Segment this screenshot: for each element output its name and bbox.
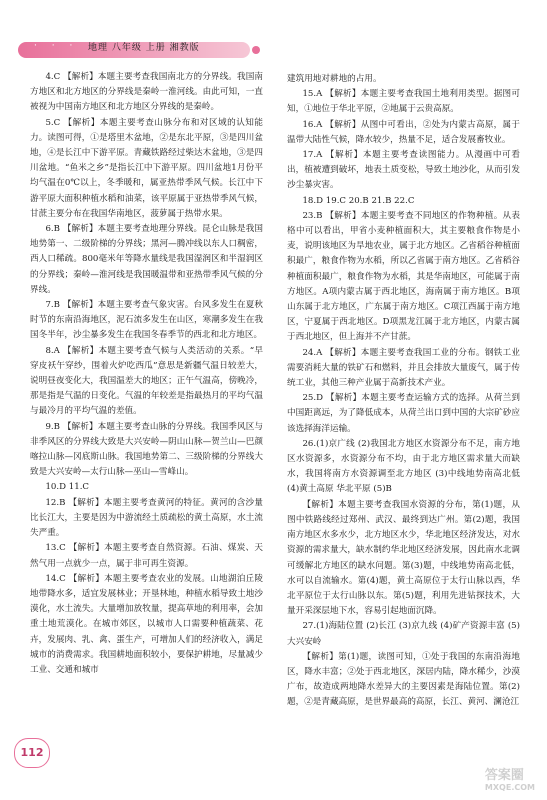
answer-paragraph: 14.C 【解析】本题主要考查农业的发展。山地湖泊丘陵地带降水多，适宜发展林业；开垦林地，种植水稻导致土地沙漠化，水土流失。大量增加放牧量，提高草地的利用率，会加重土地荒漠化。在城市郊区，以城市人口需要种植蔬菜、花卉，发展肉、乳、禽、蛋生产，可增加人们的经济收入，满足城市的消费需求。我国耕地面积较小，要保护耕地，尽量减少工业、交通和城市	[30, 573, 263, 675]
answer-paragraph: 25.D 【解析】本题主要考查运输方式的选择。从荷兰到中国距离远，为了降低成本，从荷兰出口到中国的大宗矿砂应该选择海洋运输。	[287, 393, 520, 434]
watermark	[485, 764, 535, 792]
answer-paragraph: 【解析】第(1)题，读图可知，①处于我国的东南沿海地区，降水丰富；②处于西北地区，深居内陆，降水稀少，沙漠广布，故造成两地降水差异大的主要因素是海陆位置。第(2)题，②是青藏高原，是世界最高的高原，长江、黄河、澜沧江	[287, 651, 520, 708]
answer-paragraph: 12.B 【解析】本题主要考查黄河的特征。黄河的含沙量比长江大，主要是因为中游流经土质疏松的黄土高原，水土流失严重。	[30, 497, 263, 539]
right-column	[287, 72, 520, 711]
answer-paragraph: 5.C 【解析】本题主要考查山脉分布和对区域的认知能力。读图可得，①是塔里木盆地，②是东北平原，③是四川盆地，④是长江中下游平原。青藏铁路经过柴达木盆地，③是四川盆地。“鱼米之乡”是指长江中下游平原。四川盆地1月份平均气温在0℃以上，冬季暖和，属亚热带季风气候。长江中下游平原大面积种植水稻和油菜，该平原属于亚热带季风气候，甘蔗主要分布在我国华南地区，菠萝属于热带水果。	[30, 117, 263, 219]
answer-paragraph: 7.B 【解析】本题主要考查气象灾害。台风多发生在夏秋时节的东南沿海地区，泥石流多发生在山区，寒潮多发生在我国冬半年，沙尘暴多发生在我国冬春季节的西北和北方地区。	[30, 300, 263, 341]
answer-paragraph: 10.D 11.C	[45, 482, 89, 493]
answer-paragraph: 27.(1)海陆位置 (2)长江 (3)京九线 (4)矿产资源丰富 (5)大兴安岭	[287, 621, 520, 647]
page-number: 112	[14, 738, 50, 768]
answer-paragraph: 建筑用地对耕地的占用。	[287, 74, 382, 84]
header-dot-icon	[252, 46, 260, 54]
left-column	[30, 70, 263, 678]
answer-paragraph: 18.D 19.C 20.B 21.B 22.C	[302, 195, 415, 206]
answer-paragraph: 6.B 【解析】本题主要考查地理分界线。昆仑山脉是我国地势第一、二级阶梯的分界线；黑河—腾冲线以东人口稠密，西人口稀疏。800毫米年等降水量线是我国湿润区和半湿润区的分界线；秦岭—淮河线是我国暖温带和亚热带季风气候的分界线。	[30, 224, 263, 295]
book-title: 地理 八年级 上册 湘教版	[88, 43, 200, 53]
answer-paragraph: 8.A 【解析】本题主要考查气候与人类活动的关系。“早穿皮袄午穿纱，围着火炉吃西瓜”意思是新疆气温日较差大，说明昼夜变化大，我国温差大的地区；正午气温高，傍晚冷，那是指是气温的日变化。气温的年较差是指最热月的平均气温与最冷月的平均气温的差值。	[30, 345, 263, 417]
answer-paragraph: 【解析】本题主要考查我国水资源的分布，第(1)题，从图中铁路线经过郑州、武汉、最终到达广州。第(2)题，我国南方地区水多水少，北方地区水少，华北地区经济发达，对水资源的需求量大，缺水制约华北地区经济发展，因此南水北调可缓解北方地区的缺水问题。第(3)题，中线地势南高北低，水可以自流输水。第(4)题，黄土高原位于太行山脉以西，华北平原位于太行山脉以东。第(5)题，利用先进钻探技术，大量开采深层地下水，容易引起地面沉降。	[287, 499, 520, 617]
answer-paragraph: 13.C 【解析】本题主要考查自然资源。石油、煤炭、天然气用一点就少一点，属于非可再生资源。	[30, 543, 263, 569]
answer-paragraph: 26.(1)京广线 (2)我国北方地区水资源分布不足，南方地区水资源多，水资源分布不均，由于北方地区需求量大而缺水，我国将南方水资源调至北方地区 (3)中线地势南高北低 (4)黄土高原 华北平原 (5)B	[287, 438, 520, 495]
answer-paragraph: 24.A 【解析】本题主要考查我国工业的分布。钢铁工业需要消耗大量的铁矿石和燃料，并且会排放大量废气，属于传统工业，其他三种产业属于高新技术产业。	[287, 347, 520, 389]
answer-paragraph: 9.B 【解析】本题主要考查山脉的分界线。我国季风区与非季风区的分界线大致是大兴安岭—阴山山脉—贺兰山—巴颜喀拉山脉—冈底斯山脉。我国地势第二、三级阶梯的分界线大致是大兴安岭—太行山脉—巫山—雪峰山。	[30, 421, 263, 478]
answer-paragraph: 16.A 【解析】从图中可看出，②处为内蒙古高原，属于温带大陆性气候，降水较少，热量不足，适合发展畜牧业。	[287, 119, 520, 145]
answer-paragraph: 15.A 【解析】本题主要考查我国土地利用类型。据图可知，①地位于华北平原，②地属于云贵高原。	[287, 89, 520, 115]
answer-paragraph: 17.A 【解析】本题主要考查读图能力。从漫画中可看出，植被遭到破坏，地表土质变松，导致土地沙化，从而引发沙尘暴灾害。	[287, 150, 520, 191]
watermark-brand: 答案圈	[484, 768, 524, 783]
page-header	[18, 38, 258, 62]
answer-paragraph: 4.C 【解析】本题主要考查我国南北方的分界线。我国南方地区和北方地区的分界线是秦岭一淮河线。由此可知，一直被视为中国南方地区和北方地区分界线的是秦岭。	[30, 72, 263, 113]
answer-paragraph: 23.B 【解析】本题主要考查不同地区的作物种植。从表格中可以看出，甲省小麦种植面积大，其主要粮食作物是小麦，说明该地区为旱地农业，属于北方地区。乙省稻谷种植面积最广，粮食作物为水稻，所以乙省属于南方地区。乙省稻谷种植面积最广，粮食作物为水稻，其是华南地区，可能属于南方地区。A项内蒙古属于西北地区，海南属于南方地区。B项山东属于北方地区，广东属于南方地区。C项江西属于南方地区，宁夏属于西北地区。D项黑龙江属于北方地区，内蒙古属于西北地区，但上海并不产甘蔗。	[287, 210, 520, 343]
watermark-url: MXQE.COM	[484, 783, 535, 792]
header-dots: · · ·	[34, 41, 79, 51]
